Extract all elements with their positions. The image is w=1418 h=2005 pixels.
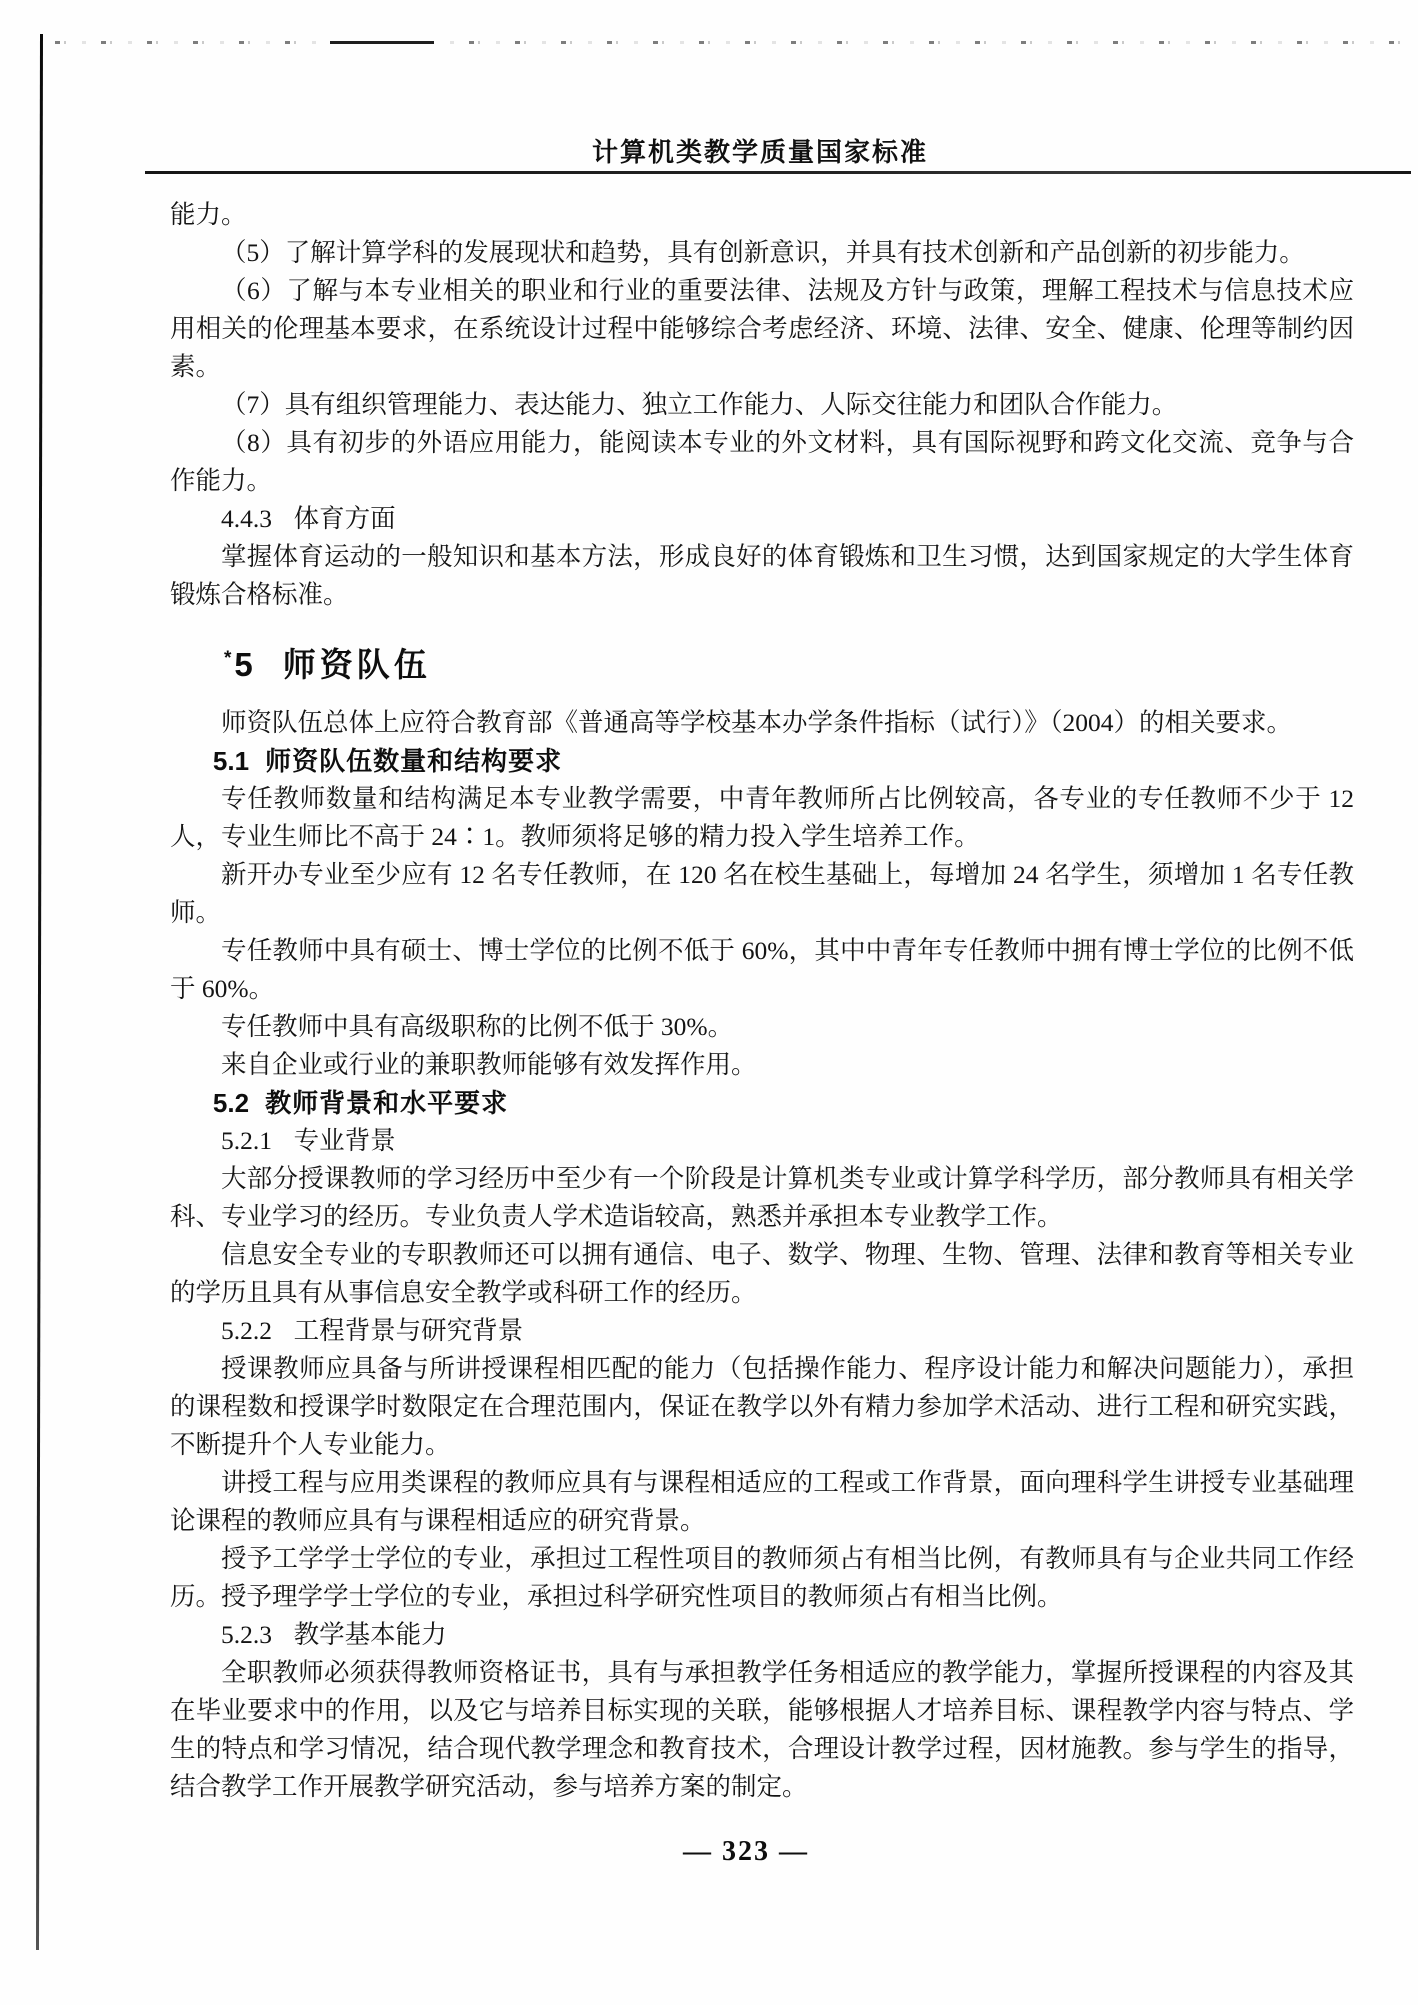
paragraph: 专任教师中具有高级职称的比例不低于 30%。 (221, 1012, 734, 1041)
heading-section-5 (170, 639, 1354, 685)
paragraph-item-6: （6）了解与本专业相关的职业和行业的重要法律、法规及方针与政策，理解工程技术与信息技术应用相关的伦理基本要求，在系统设计过程中能够综合考虑经济、环境、法律、安全、健康、伦理等制约因素。 (170, 276, 1354, 381)
paragraph: 来自企业或行业的兼职教师能够有效发挥作用。 (221, 1050, 757, 1079)
paragraph: 大部分授课教师的学习经历中至少有一个阶段是计算机类专业或计算学科学历，部分教师具有相关学科、专业学习的经历。专业负责人学术造诣较高，熟悉并承担本专业教学工作。 (170, 1164, 1354, 1231)
paragraph: 专任教师数量和结构满足本专业教学需要，中青年教师所占比例较高，各专业的专任教师不少于 12 人，专业生师比不高于 24∶1。教师须将足够的精力投入学生培养工作。 (170, 784, 1354, 851)
scan-artifact-top-dash-segment (330, 41, 434, 44)
heading-title: 专业背景 (293, 1126, 396, 1155)
heading-number: 4.4.3 (221, 504, 272, 533)
heading-5-2 (170, 1084, 1354, 1122)
heading-title: 师资队伍数量和结构要求 (265, 746, 563, 776)
paragraph: 信息安全专业的专职教师还可以拥有通信、电子、数学、物理、生物、管理、法律和教育等相关专业的学历且具有从事信息安全教学或科研工作的经历。 (170, 1240, 1354, 1307)
heading-number: 5.1 (212, 746, 250, 776)
page-number: — 323 — (683, 1836, 809, 1867)
paragraph: 讲授工程与应用类课程的教师应具有与课程相适应的工程或工作背景，面向理科学生讲授专业基础理论课程的教师应具有与课程相适应的研究背景。 (170, 1468, 1354, 1535)
heading-title: 教师背景和水平要求 (265, 1088, 509, 1118)
paragraph-item-7: （7）具有组织管理能力、表达能力、独立工作能力、人际交往能力和团队合作能力。 (221, 390, 1178, 419)
paragraph-item-5: （5）了解计算学科的发展现状和趋势，具有创新意识，并具有技术创新和产品创新的初步能力。 (221, 238, 1305, 267)
heading-number: 5 (234, 646, 253, 683)
heading-title: 体育方面 (293, 504, 396, 533)
paragraph: 师资队伍总体上应符合教育部《普通高等学校基本办学条件指标（试行）》（2004）的相关要求。 (221, 708, 1293, 737)
paragraph: 掌握体育运动的一般知识和基本方法，形成良好的体育锻炼和卫生习惯，达到国家规定的大学生体育锻炼合格标准。 (170, 542, 1354, 609)
paragraph: 授予工学学士学位的专业，承担过工程性项目的教师须占有相当比例，有教师具有与企业共同工作经历。授予理学学士学位的专业，承担过科学研究性项目的教师须占有相当比例。 (170, 1544, 1354, 1611)
paragraph: 新开办专业至少应有 12 名专任教师，在 120 名在校生基础上，每增加 24 名学生，须增加 1 名专任教师。 (170, 860, 1354, 927)
heading-number: 5.2.1 (221, 1126, 272, 1155)
heading-number: 5.2.2 (221, 1316, 272, 1345)
heading-title: 工程背景与研究背景 (293, 1316, 524, 1345)
paragraph: 全职教师必须获得教师资格证书，具有与承担教学任务相适应的教学能力，掌握所授课程的内容及其在毕业要求中的作用，以及它与培养目标实现的关联，能够根据人才培养目标、课程教学内容与特点、学生的特点和学习情况，结合现代教学理念和教育技术，合理设计教学过程，因材施教。参与学生的指导，结合教学工作开展教学研究活动，参与培养方案的制定。 (170, 1658, 1354, 1801)
running-head-title: 计算机类教学质量国家标准 (591, 137, 928, 167)
paragraph: 授课教师应具备与所讲授课程相匹配的能力（包括操作能力、程序设计能力和解决问题能力），承担的课程数和授课学时数限定在合理范围内，保证在教学以外有精力参加学术活动、进行工程和研究实践，不断提升个人专业能力。 (170, 1354, 1354, 1459)
scan-artifact-left-line (36, 34, 43, 1950)
asterisk-marker: * (224, 648, 232, 669)
document-body (170, 196, 1354, 1806)
paragraph: 能力。 (170, 200, 247, 229)
heading-title: 教学基本能力 (293, 1620, 447, 1649)
paragraph: 专任教师中具有硕士、博士学位的比例不低于 60%，其中中青年专任教师中拥有博士学位的比例不低于 60%。 (170, 936, 1354, 1003)
heading-number: 5.2.3 (221, 1620, 272, 1649)
scan-artifact-top-dashes (55, 41, 1411, 44)
paragraph-item-8: （8）具有初步的外语应用能力，能阅读本专业的外文材料，具有国际视野和跨文化交流、竞争与合作能力。 (170, 428, 1354, 495)
heading-5-2-3 (170, 1616, 1354, 1654)
heading-title: 师资队伍 (282, 646, 431, 683)
heading-5-2-1 (170, 1122, 1354, 1160)
heading-number: 5.2 (212, 1088, 250, 1118)
header-rule (145, 171, 1411, 174)
heading-5-1 (170, 742, 1354, 780)
heading-5-2-2 (170, 1312, 1354, 1350)
heading-4-4-3 (170, 500, 1354, 538)
